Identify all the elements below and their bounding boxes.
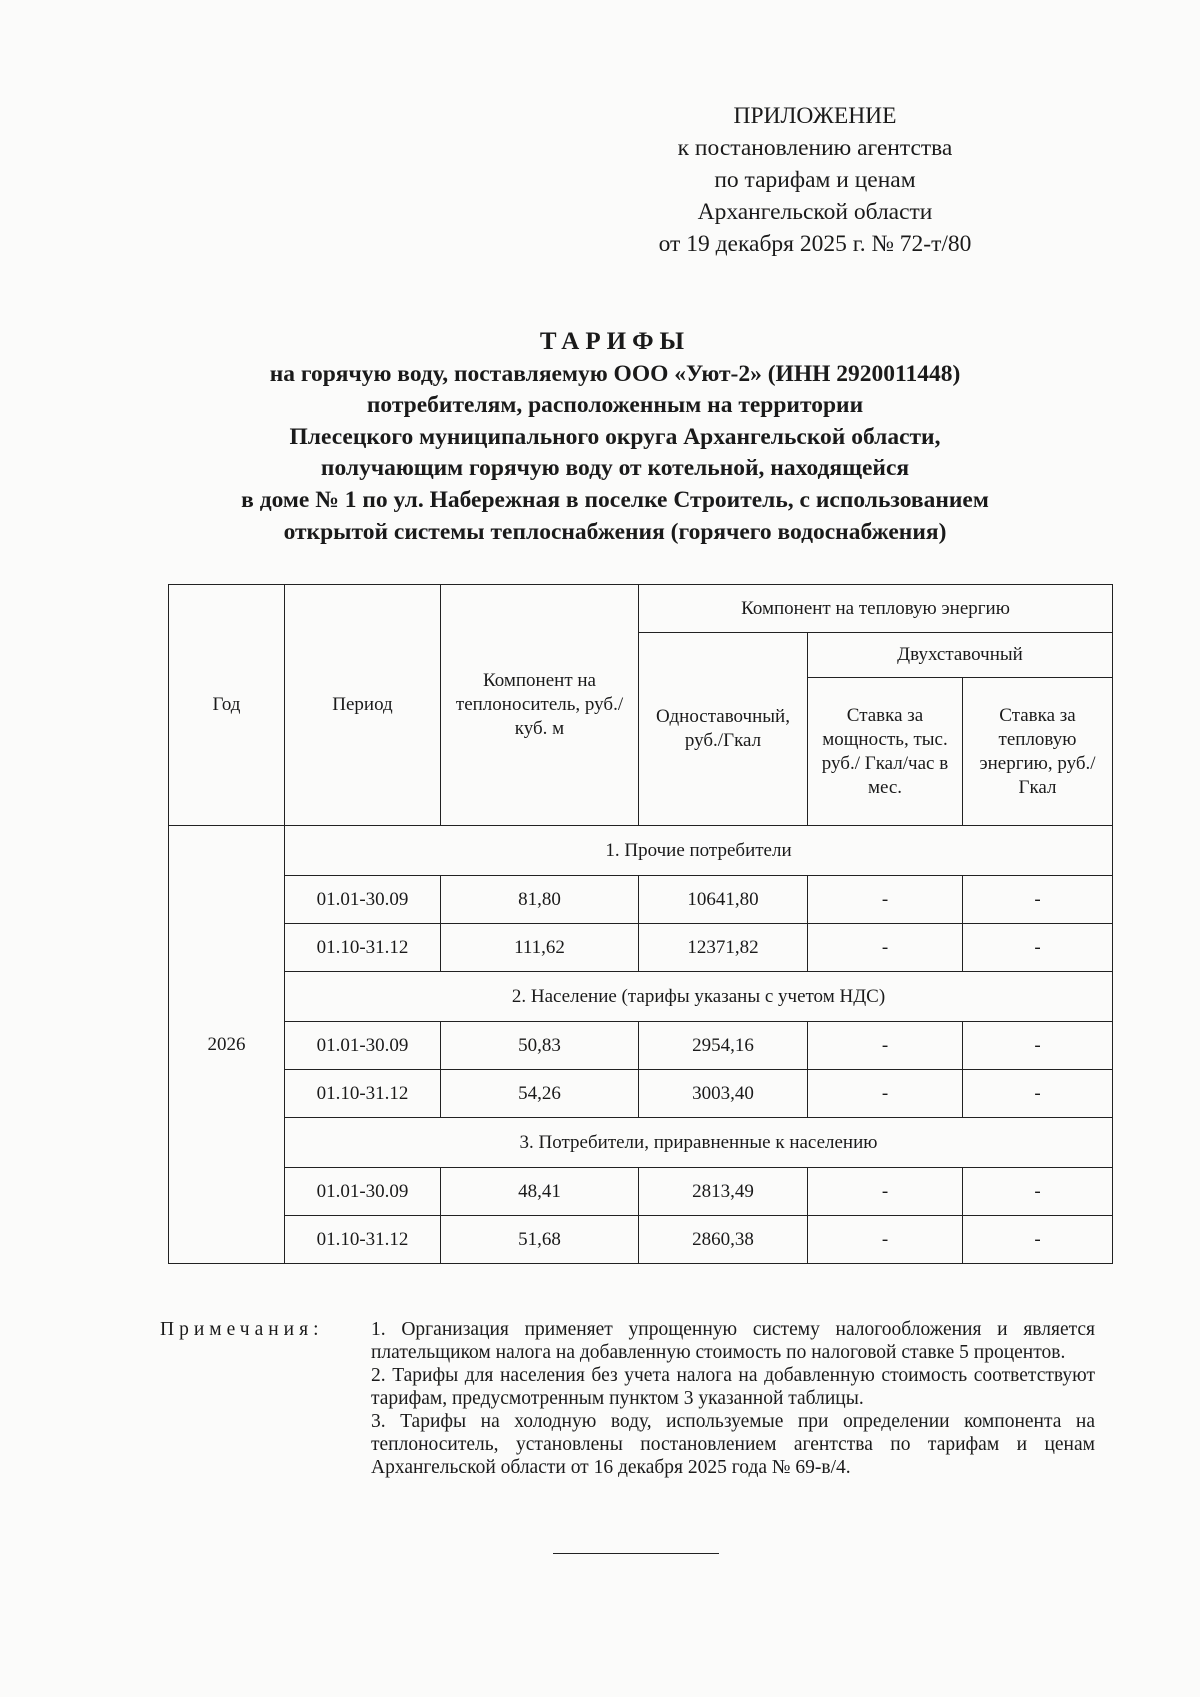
title-line: получающим горячую воду от котельной, находящейся	[320, 455, 910, 482]
single-rate-cell: 2813,49	[639, 1168, 808, 1216]
capacity-rate-cell: -	[808, 1216, 963, 1264]
capacity-rate-cell: -	[808, 924, 963, 972]
energy-rate-cell: -	[963, 1070, 1113, 1118]
coolant-cell: 111,62	[441, 924, 639, 972]
title-line: на горячую воду, поставляемую ООО «Уют-2» (ИНН 2920011448)	[269, 360, 961, 387]
appendix-block	[630, 100, 1000, 260]
coolant-cell: 54,26	[441, 1070, 639, 1118]
header-capacity-rate: Ставка за мощность, тыс. руб./ Гкал/час в мес.	[808, 678, 963, 826]
period-cell: 01.10-31.12	[285, 924, 441, 972]
title-line: в доме № 1 по ул. Набережная в поселке Строитель, с использованием	[241, 486, 989, 513]
appendix-line: к постановлению агентства	[677, 135, 953, 161]
appendix-line: по тарифам и ценам	[714, 167, 916, 193]
title-line: открытой системы теплоснабжения (горячего водоснабжения)	[283, 518, 947, 545]
single-rate-cell: 3003,40	[639, 1070, 808, 1118]
note-item: 2. Тарифы для населения без учета налога на добавленную стоимость соответствуют тарифам, предусмотренным пунктом 3 указанной таблицы.	[371, 1365, 1095, 1409]
table-row	[169, 876, 1113, 924]
period-cell: 01.01-30.09	[285, 1168, 441, 1216]
capacity-rate-cell: -	[808, 1022, 963, 1070]
title-word: ТАРИФЫ	[539, 328, 691, 355]
header-single-rate: Одноставочный, руб./Гкал	[639, 633, 808, 826]
section-title: 2. Население (тарифы указаны с учетом НДС)	[285, 972, 1113, 1022]
note-item: 1. Организация применяет упрощенную систему налогообложения и является плательщиком налога на добавленную стоимость по налоговой ставке 5 процентов.	[371, 1319, 1095, 1363]
notes-label: Примечания:	[160, 1319, 324, 1340]
table-row	[169, 1070, 1113, 1118]
header-two-rate: Двухставочный	[808, 633, 1113, 678]
single-rate-cell: 10641,80	[639, 876, 808, 924]
table-row	[169, 1022, 1113, 1070]
title-line: Плесецкого муниципального округа Архангельской области,	[289, 423, 941, 450]
header-heat-energy-component: Компонент на тепловую энергию	[639, 585, 1113, 633]
energy-rate-cell: -	[963, 1216, 1113, 1264]
single-rate-cell: 2860,38	[639, 1216, 808, 1264]
single-rate-cell: 2954,16	[639, 1022, 808, 1070]
title-line: потребителям, расположенным на территории	[366, 392, 864, 419]
section-title: 3. Потребители, приравненные к населению	[285, 1118, 1113, 1168]
coolant-cell: 48,41	[441, 1168, 639, 1216]
period-cell: 01.10-31.12	[285, 1070, 441, 1118]
energy-rate-cell: -	[963, 1168, 1113, 1216]
header-year: Год	[169, 585, 285, 826]
energy-rate-cell: -	[963, 876, 1113, 924]
coolant-cell: 51,68	[441, 1216, 639, 1264]
capacity-rate-cell: -	[808, 876, 963, 924]
coolant-cell: 50,83	[441, 1022, 639, 1070]
document-title	[150, 326, 1080, 548]
appendix-date-line: от 19 декабря 2025 г. № 72-т/80	[658, 231, 972, 257]
energy-rate-cell: -	[963, 924, 1113, 972]
notes-list	[371, 1318, 1095, 1479]
header-coolant-component: Компонент на теплоноситель, руб./куб. м	[441, 585, 639, 826]
year-cell: 2026	[169, 826, 285, 1264]
period-cell: 01.01-30.09	[285, 876, 441, 924]
coolant-cell: 81,80	[441, 876, 639, 924]
note-item: 3. Тарифы на холодную воду, используемые при определении компонента на теплоноситель, установлены постановлением агентства по тарифам и ценам Архангельской области от 16 декабря 2025 года № 69-в/4.	[371, 1411, 1095, 1478]
tariff-table	[168, 584, 1113, 1264]
capacity-rate-cell: -	[808, 1168, 963, 1216]
period-cell: 01.10-31.12	[285, 1216, 441, 1264]
header-period: Период	[285, 585, 441, 826]
appendix-heading: ПРИЛОЖЕНИЕ	[733, 103, 897, 129]
single-rate-cell: 12371,82	[639, 924, 808, 972]
appendix-line: Архангельской области	[697, 199, 933, 225]
period-cell: 01.01-30.09	[285, 1022, 441, 1070]
end-divider	[553, 1553, 719, 1554]
capacity-rate-cell: -	[808, 1070, 963, 1118]
energy-rate-cell: -	[963, 1022, 1113, 1070]
table-row	[169, 1168, 1113, 1216]
table-row	[169, 1216, 1113, 1264]
table-row	[169, 924, 1113, 972]
section-title: 1. Прочие потребители	[285, 826, 1113, 876]
header-energy-rate: Ставка за тепловую энергию, руб./Гкал	[963, 678, 1113, 826]
